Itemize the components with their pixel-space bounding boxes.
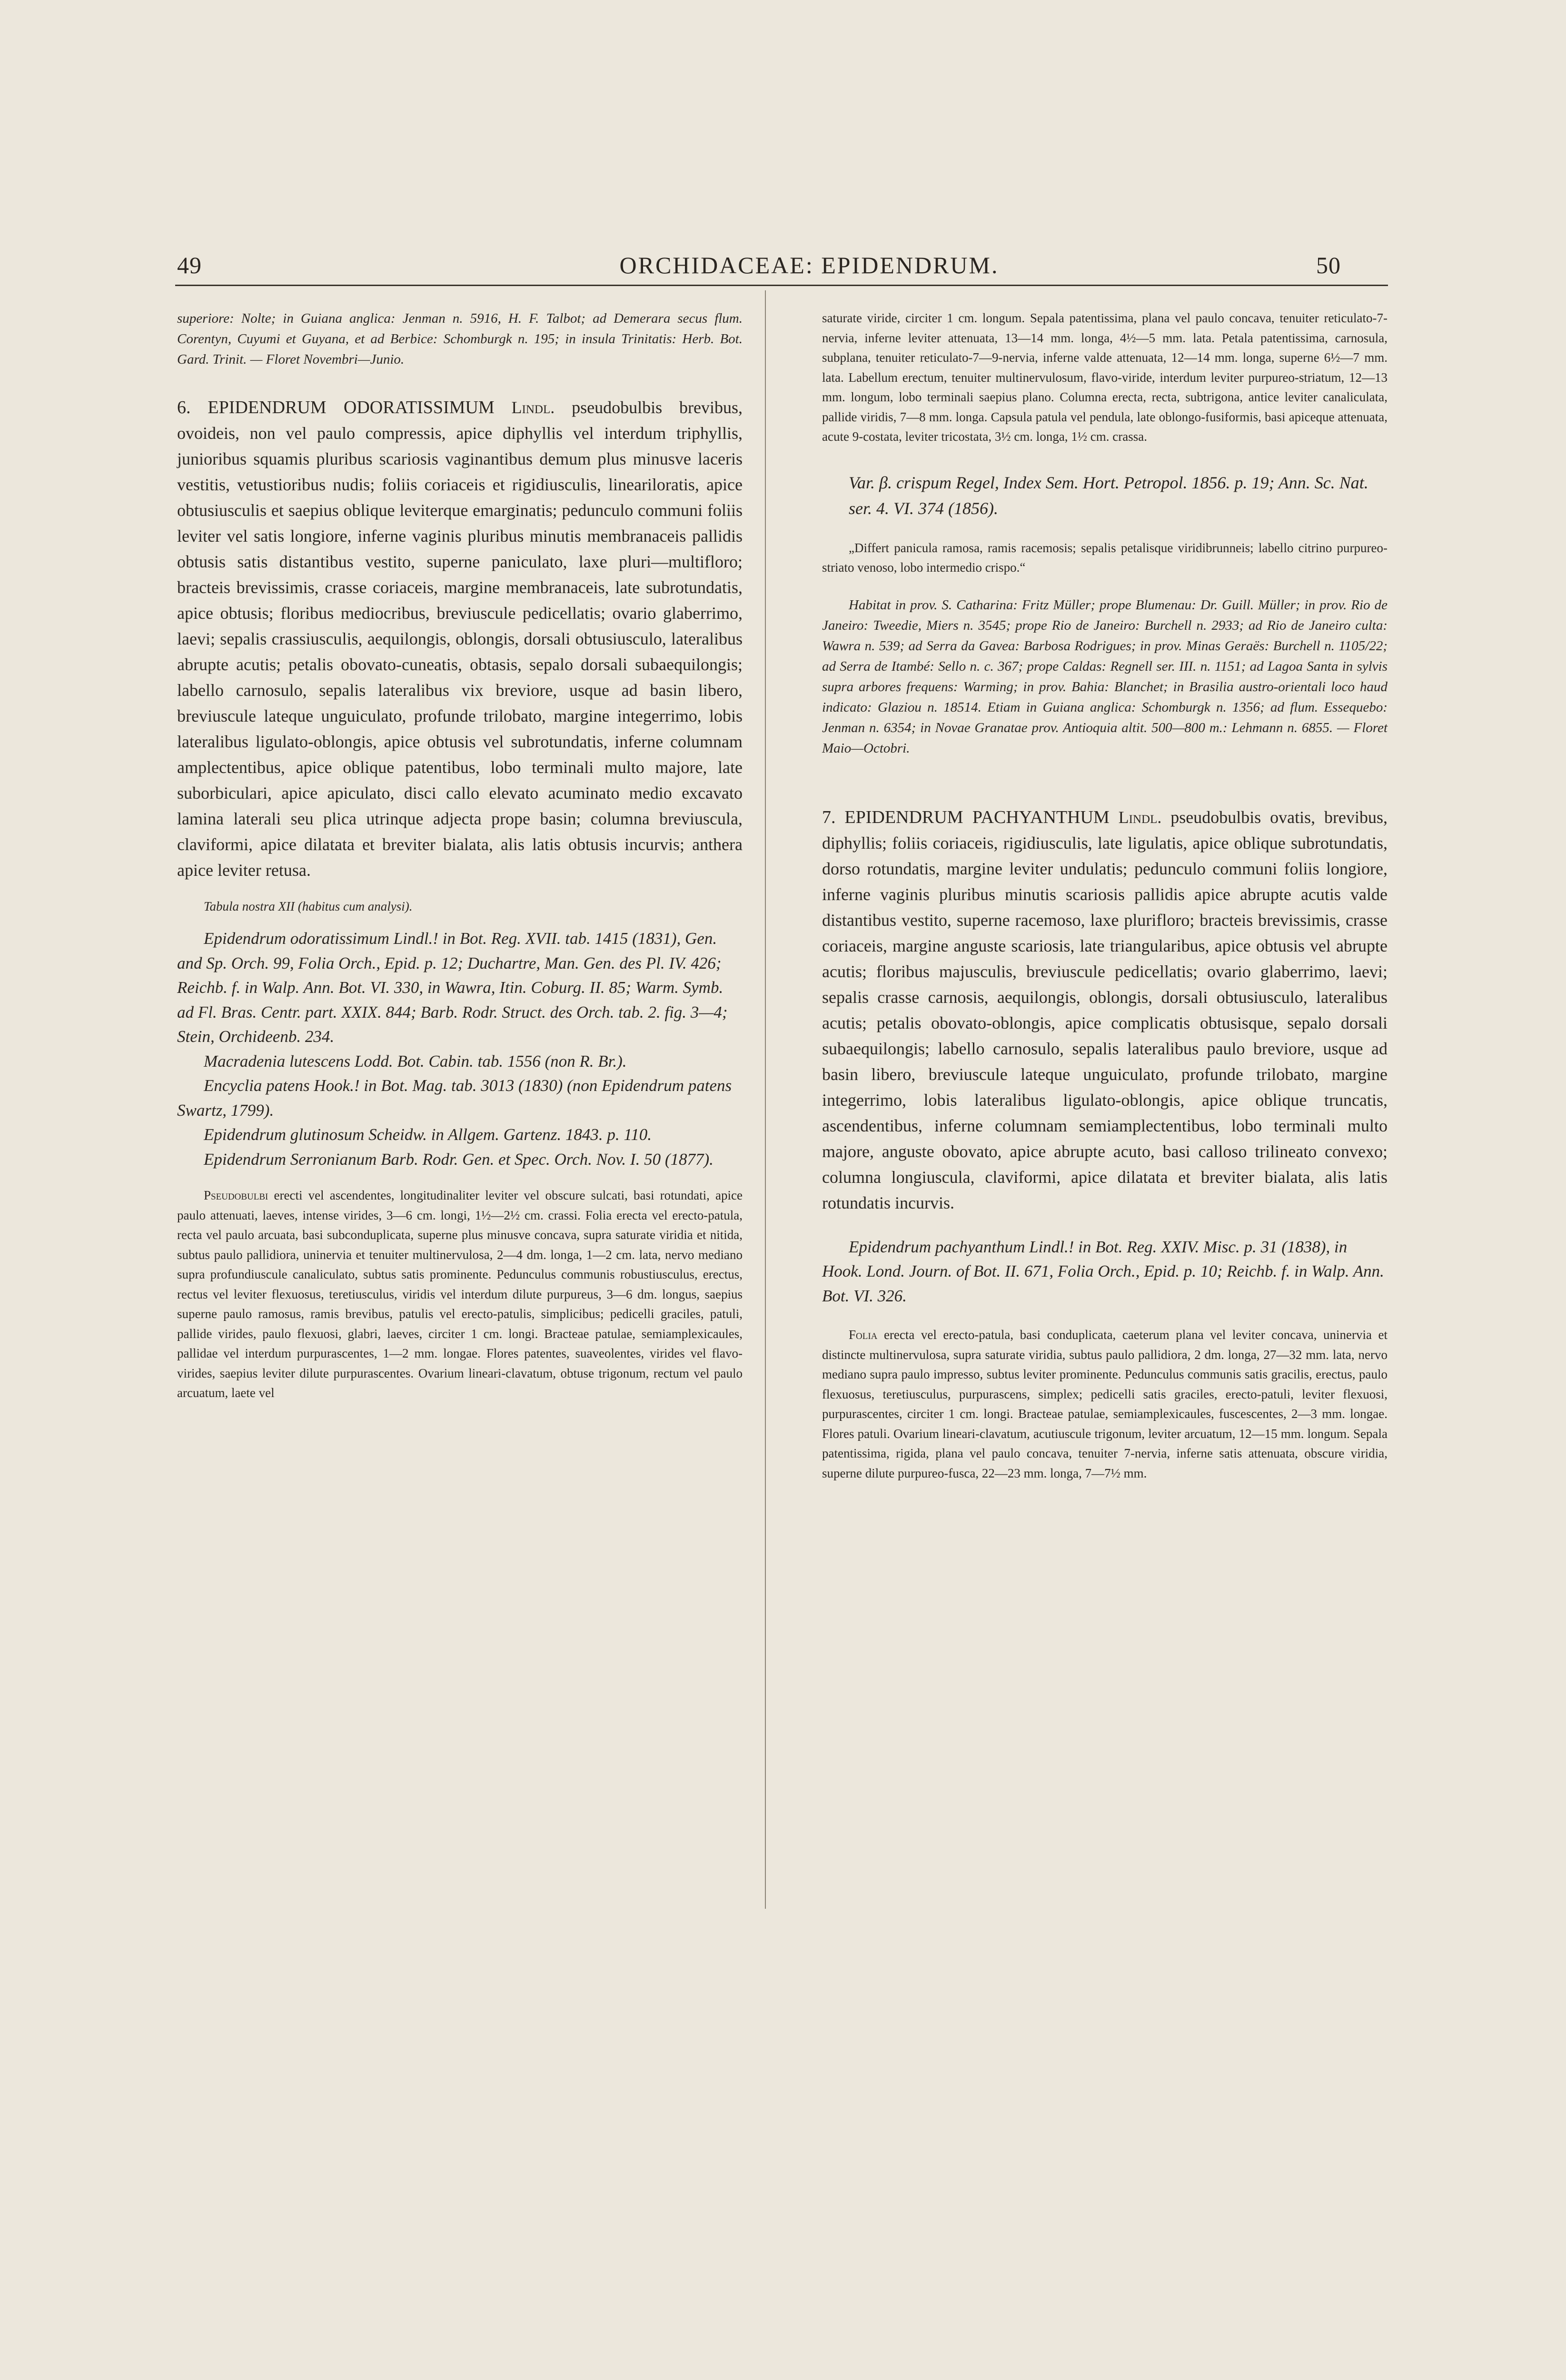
species-6-detailed-description <box>177 1186 743 1403</box>
page-number-left: 49 <box>177 252 202 278</box>
description-text: erecta vel erecto-patula, basi conduplicata, caeterum plana vel leviter concava, uninervia et distincte multinervulosa, supra saturate viridia, subtus paulo pallidiora, 2 dm. longa, 27—32 mm. lata, nervo mediano supra paulo impresso, subtus leviter prominente. Pedunculus communis satis gracilis, erectus, paulo flexuosus, teretiusculus, purpurascens, simplex; pedicelli satis graciles, erecto-patuli, leviter flexuosi, purpurascentes, circiter 1 cm. longi. Bracteae patulae, semiamplexicaules, fuscescentes, 2—3 mm. longae. Flores patuli. Ovarium lineari-clavatum, acutiuscule trigonum, leviter arcuatum, 12—15 mm. longum. Sepala patentissima, rigida, plana vel paulo concava, tenuiter 7-nervia, inferne satis attenuata, obscure viridia, superne dilute purpureo-fusca, 22—23 mm. longa, 7—7½ mm. <box>822 1328 1388 1480</box>
synonym-entry: Epidendrum Serronianum Barb. Rodr. Gen. et Spec. Orch. Nov. I. 50 (1877). <box>204 1150 714 1169</box>
species-7-author: Lindl. <box>1118 807 1162 827</box>
species-7-number: 7. <box>822 807 836 827</box>
habitat-paragraph: Habitat in prov. S. Catharina: Fritz Müller; prope Blumenau: Dr. Guill. Müller; in prov. Rio de Janeiro: Tweedie, Miers n. 3545; prope Rio de Janeiro: Burchell n. 2933; ad Rio de Janeiro culta: Wawra n. 539; ad Serra da Gavea: Barbosa Rodrigues; in prov. Minas Geraës: Burchell n. 1105/22; ad Serra de Itambé: Sello n. c. 367; prope Caldas: Regnell ser. III. n. 1151; ad Lagoa Santa in sylvis supra arbores frequens: Warming; in prov. Bahia: Blanchet; in Brasilia austro-orientali loco haud indicato: Glaziou n. 18514. Etiam in Guiana anglica: Schomburgk n. 1356; ad flum. Essequebo: Jenman n. 6354; in Novae Granatae prov. Antioquia altit. 500—800 m.: Lehmann n. 6855. — Floret Maio—Octobri. <box>822 597 1388 756</box>
running-title: ORCHIDACEAE: EPIDENDRUM. <box>619 252 999 278</box>
page-number-right: 50 <box>1316 252 1341 278</box>
synonym-entry: Macradenia lutescens Lodd. Bot. Cabin. tab. 1556 (non R. Br.). <box>204 1051 627 1071</box>
synonym-entry: Epidendrum glutinosum Scheidw. in Allgem. Gartenz. 1843. p. 110. <box>204 1125 652 1144</box>
species-7-detailed-description <box>822 1325 1388 1483</box>
description-text: erecti vel ascendentes, longitudinaliter leviter vel obscure sulcati, basi rotundati, apice paulo attenuati, laeves, intense virides, 3—6 cm. longi, 1½—2½ cm. crassi. Folia erecta vel erecto-patula, recta vel paulo arcuata, basi subconduplicata, superne plus minusve concava, supra saturate viridia et nitida, subtus paulo pallidiora, uninervia et tenuiter multinervulosa, 2—4 dm. longa, 1—2 cm. lata, nervo mediano supra profundiuscule canaliculato, subtus satis prominente. Pedunculus communis robustiusculus, erectus, rectus vel leviter flexuosus, teretiusculus, viridis vel interdum dilute purpureus, 3—6 dm. longus, saepius superne paulo ramosus, ramis brevibus, patulis vel erecto-patulis, simplicibus; pedicelli graciles, patuli, pallide virides, paulo flexuosi, glabri, laeves, circiter 1 cm. longi. Bracteae patulae, semiamplexicaules, pallidae vel interdum purpurascentes, 1—2 mm. longae. Flores patentes, suaveolentes, virides vel flavo-virides, saepius leviter dilute purpurascentes. Ovarium lineari-clavatum, obtuse trigonum, rectum vel paulo arcuatum, laete vel <box>177 1188 743 1400</box>
species-6-diagnosis: pseudobulbis brevibus, ovoideis, non vel paulo compressis, apice diphyllis vel interdum triphyllis, junioribus squamis pluribus scariosis vaginantibus demum plus minusve laceris vestitis, vetustioribus nudis; foliis coriaceis et rigidiusculis, lineariloratis, apice obtusiusculis et saepius oblique leviterque emarginatis; pedunculo communi foliis leviter vel satis longiore, inferne vaginis pluribus minutis membranaceis pallidis obtusis satis distantibus vestito, superne paniculato, laxe pluri—multifloro; bracteis brevissimis, crasse coriaceis, margine membranaceis, late subrotundatis, apice obtusis; floribus mediocribus, breviuscule pedicellatis; ovario glaberrimo, laevi; sepalis crassiusculis, aequilongis, oblongis, dorsali obtusiusculo, lateralibus abrupte acutis; petalis obovato-cuneatis, obtasis, sepalo dorsali subaequilongis; labello carnosulo, sepalis lateralibus vix breviore, usque ad basin libero, breviuscule lateque unguiculato, profunde trilobato, margine integerrimo, lobis lateralibus ligulato-oblongis, apice obtusis vel subrotundatis, inferne columnam amplectentibus, apice oblique patentibus, lobo terminali multo majore, late suborbiculari, apice apiculato, disci callo elevato acuminato medio excavato lamina laterali seu plica utrinque adjecta prope basin; columna breviuscula, claviformi, apice dilatata et breviter bialata, alis latis obtusis incurvis; anthera apice leviter retusa. <box>177 398 743 880</box>
description-keyword: Folia <box>849 1328 878 1342</box>
intro-paragraph: superiore: Nolte; in Guiana anglica: Jenman n. 5916, H. F. Talbot; ad Demerara secus flum. Corentyn, Cuyumi et Guyana, et ad Berbice: Schomburgk n. 195; in insula Trinitatis: Herb. Bot. Gard. Trinit. — Floret Novembri—Junio. <box>177 311 743 367</box>
header-rule <box>175 285 1388 286</box>
plate-caption: Tabula nostra XII (habitus cum analysi). <box>204 899 413 913</box>
right-column <box>822 308 1388 1483</box>
species-7-references: Epidendrum pachyanthum Lindl.! in Bot. Reg. XXIV. Misc. p. 31 (1838), in Hook. Lond. Journ. of Bot. II. 671, Folia Orch., Epid. p. 10; Reichb. f. in Walp. Ann. Bot. VI. 326. <box>822 1237 1384 1305</box>
synonym-entry: Encyclia patens Hook.! in Bot. Mag. tab. 3013 (1830) (non Epidendrum patens Swartz, 1799). <box>177 1076 732 1120</box>
species-6-number: 6. <box>177 397 191 417</box>
species-7-diagnosis: pseudobulbis ovatis, brevibus, diphyllis; foliis coriaceis, rigidiusculis, late ligulatis, apice oblique subrotundatis, dorso rotundatis, margine leviter undulatis; pedunculo communi foliis longiore, inferne vaginis pluribus minutis scariosis pallidis apice abrupte acutis valde distantibus vestito, superne racemoso, laxe plurifloro; bracteis brevissimis, crasse coriaceis, margine anguste scariosis, late triangularibus, apice obtusis vel abrupte acutis; floribus majusculis, breviuscule pedicellatis; ovario glaberrimo, laevi; sepalis crasse carnosis, aequilongis, oblongis, dorsali obtusiusculo, lateralibus acutis; petalis obovato-oblongis, apice complicatis obtusisque, sepalo dorsali subaequilongis; labello carnosulo, sepalis lateralibus paulo breviore, usque ad basin libero, breviuscule lateque unguiculato, profunde trilobato, margine integerrimo, lobis lateralibus ligulato-oblongis, apice oblique truncatis, ascendentibus, inferne columnam semiamplectentibus, lobo terminali multo majore, anguste obovato, apice abrupte acuto, basi calloso trilineato convexo; columna longiuscula, claviformi, apice dilatata et breviter bialata, alis latis rotundatis incurvis. <box>822 807 1388 1212</box>
synonym-entry: Epidendrum odoratissimum Lindl.! in Bot. Reg. XVII. tab. 1415 (1831), Gen. and Sp. Orch. 99, Folia Orch., Epid. p. 12; Duchartre, Man. Gen. des Pl. IV. 426; Reichb. f. in Walp. Ann. Bot. VI. 330, in Wawra, Itin. Coburg. II. 85; Warm. Symb. ad Fl. Bras. Centr. part. XXIX. 844; Barb. Rodr. Struct. des Orch. tab. 2. fig. 3—4; Stein, Orchideenb. 234. <box>177 929 728 1046</box>
variety-quote: „Differt panicula ramosa, ramis racemosis; sepalis petalisque viridibrunneis; labello citrino purpureo-striato venoso, lobo intermedio crispo.“ <box>822 540 1388 575</box>
left-column <box>177 308 743 1403</box>
species-7-name: EPIDENDRUM PACHYANTHUM <box>844 807 1110 827</box>
species-6-description <box>177 395 743 883</box>
description-keyword: Pseudobulbi <box>204 1188 268 1202</box>
continued-description: saturate viride, circiter 1 cm. longum. Sepala patentissima, plana vel paulo concava, tenuiter reticulato-7-nervia, inferne leviter attenuata, 13—14 mm. longa, 4½—5 mm. lata. Petala patentissima, carnosula, subplana, tenuiter reticulato-7—9-nervia, inferne valde attenuata, 12—14 mm. longa, superne 6½—7 mm. lata. Labellum erectum, tenuiter multinervulosum, flavo-viride, interdum leviter purpureo-striatum, 12—13 mm. longum, lobo terminali saepius plano. Columna erecta, recta, subtrigona, antice leviter canaliculata, pallide viridis, 7—8 mm. longa. Capsula patula vel pendula, late oblongo-fusiformis, basi apiceque attenuata, acute 9-costata, leviter tricostata, 3½ cm. longa, 1½ cm. crassa. <box>822 311 1388 444</box>
species-6-author: Lindl. <box>511 398 555 417</box>
variety-beta: Var. β. crispum Regel, Index Sem. Hort. Petropol. 1856. p. 19; Ann. Sc. Nat. ser. 4. VI. 374 (1856). <box>849 473 1368 518</box>
synonymy-list <box>177 926 743 1171</box>
column-divider <box>765 290 766 1909</box>
species-7-description <box>822 804 1388 1216</box>
species-6-name: EPIDENDRUM ODORATISSIMUM <box>208 397 495 417</box>
